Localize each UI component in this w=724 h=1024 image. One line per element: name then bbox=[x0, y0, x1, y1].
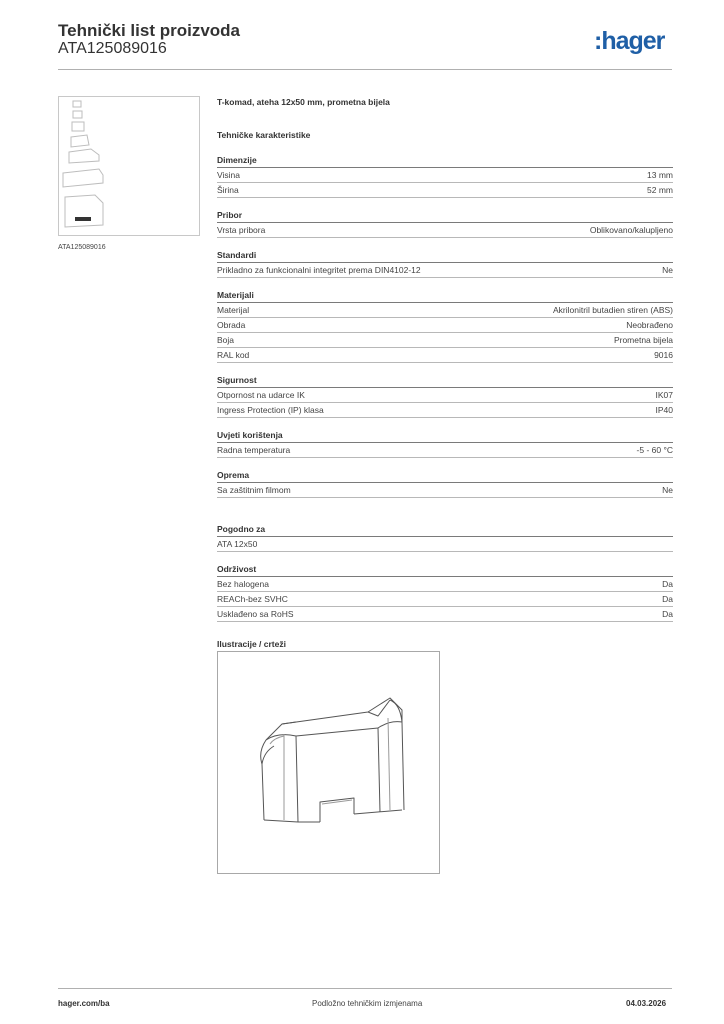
spec-row bbox=[217, 183, 673, 198]
spec-label: Materijal bbox=[217, 305, 250, 315]
document-title: Tehnički list proizvoda bbox=[58, 21, 240, 40]
spec-value: Ne bbox=[662, 265, 673, 275]
spec-label: Prikladno za funkcionalni integritet prema DIN4102-12 bbox=[217, 265, 421, 275]
spec-value: Da bbox=[662, 594, 673, 604]
spec-value: Oblikovano/kalupljeno bbox=[589, 225, 673, 235]
section-title: Oprema bbox=[217, 468, 673, 483]
section-title: Materijali bbox=[217, 288, 673, 303]
main-content bbox=[217, 96, 673, 651]
header-divider bbox=[58, 69, 672, 70]
spec-label: Ingress Protection (IP) klasa bbox=[217, 405, 324, 415]
t-piece-drawing bbox=[218, 652, 439, 873]
section-title: Održivost bbox=[217, 562, 673, 577]
spec-section-equipment bbox=[217, 468, 673, 498]
spec-label: Sa zaštitnim filmom bbox=[217, 485, 291, 495]
spec-label: ATA 12x50 bbox=[217, 539, 258, 549]
spec-label: Bez halogena bbox=[217, 579, 269, 589]
spec-value: Neobrađeno bbox=[626, 320, 673, 330]
spec-row bbox=[217, 168, 673, 183]
spec-label: Usklađeno sa RoHS bbox=[217, 609, 294, 619]
spec-section-safety bbox=[217, 373, 673, 418]
section-title: Pribor bbox=[217, 208, 673, 223]
spec-row bbox=[217, 303, 673, 318]
section-title: Uvjeti korištenja bbox=[217, 428, 673, 443]
section-title: Pogodno za bbox=[217, 522, 673, 537]
spec-row bbox=[217, 577, 673, 592]
spec-value: Da bbox=[662, 579, 673, 589]
spec-value: 13 mm bbox=[647, 170, 673, 180]
spec-row bbox=[217, 607, 673, 622]
spec-label: Boja bbox=[217, 335, 235, 345]
spec-label: Obrada bbox=[217, 320, 246, 330]
spec-label: Vrsta pribora bbox=[217, 225, 266, 235]
product-thumbnail bbox=[58, 96, 200, 236]
product-thumbnail-image bbox=[59, 97, 199, 235]
spec-section-suitable-for bbox=[217, 522, 673, 552]
spec-label: Širina bbox=[217, 185, 239, 195]
spec-value: IP40 bbox=[655, 405, 673, 415]
spec-label: REACh-bez SVHC bbox=[217, 594, 288, 604]
spec-row bbox=[217, 403, 673, 418]
product-title: T-komad, ateha 12x50 mm, prometna bijela bbox=[217, 97, 390, 107]
footer-website: hager.com/ba bbox=[58, 999, 110, 1008]
spec-row bbox=[217, 333, 673, 348]
spec-row bbox=[217, 223, 673, 238]
footer-note: Podložno tehničkim izmjenama bbox=[312, 999, 423, 1008]
spec-row bbox=[217, 443, 673, 458]
spec-value: Da bbox=[662, 609, 673, 619]
spec-row bbox=[217, 318, 673, 333]
spec-row bbox=[217, 592, 673, 607]
spec-value: 52 mm bbox=[647, 185, 673, 195]
spec-label: RAL kod bbox=[217, 350, 250, 360]
logo-colon: : bbox=[594, 27, 602, 55]
spec-row bbox=[217, 537, 673, 552]
technical-drawing bbox=[217, 651, 440, 874]
spec-row bbox=[217, 263, 673, 278]
product-code: ATA125089016 bbox=[58, 40, 167, 57]
spec-section-sustainability bbox=[217, 562, 673, 622]
section-title: Sigurnost bbox=[217, 373, 673, 388]
spec-section-dimensions bbox=[217, 153, 673, 198]
spec-row bbox=[217, 483, 673, 498]
hager-logo bbox=[594, 27, 664, 56]
spec-value: -5 - 60 °C bbox=[636, 445, 673, 455]
illustrations-heading: Ilustracije / crteži bbox=[217, 639, 286, 649]
spec-label: Radna temperatura bbox=[217, 445, 291, 455]
spec-value: 9016 bbox=[654, 350, 673, 360]
spec-value: Akrilonitril butadien stiren (ABS) bbox=[553, 305, 673, 315]
spec-row bbox=[217, 388, 673, 403]
footer-divider bbox=[58, 988, 672, 989]
thumbnail-caption: ATA125089016 bbox=[58, 244, 106, 251]
spec-section-conditions bbox=[217, 428, 673, 458]
spec-row bbox=[217, 348, 673, 363]
spec-value: IK07 bbox=[655, 390, 673, 400]
spec-label: Visina bbox=[217, 170, 240, 180]
footer-date: 04.03.2026 bbox=[626, 999, 667, 1008]
spec-section-materials bbox=[217, 288, 673, 363]
spec-label: Otpornost na udarce IK bbox=[217, 390, 305, 400]
section-title: Standardi bbox=[217, 248, 673, 263]
spec-value: Prometna bijela bbox=[613, 335, 673, 345]
spec-section-standards bbox=[217, 248, 673, 278]
spec-value: Ne bbox=[662, 485, 673, 495]
section-title: Dimenzije bbox=[217, 153, 673, 168]
spec-section-accessories bbox=[217, 208, 673, 238]
specs-heading: Tehničke karakteristike bbox=[217, 130, 311, 140]
logo-text: hager bbox=[601, 27, 665, 55]
